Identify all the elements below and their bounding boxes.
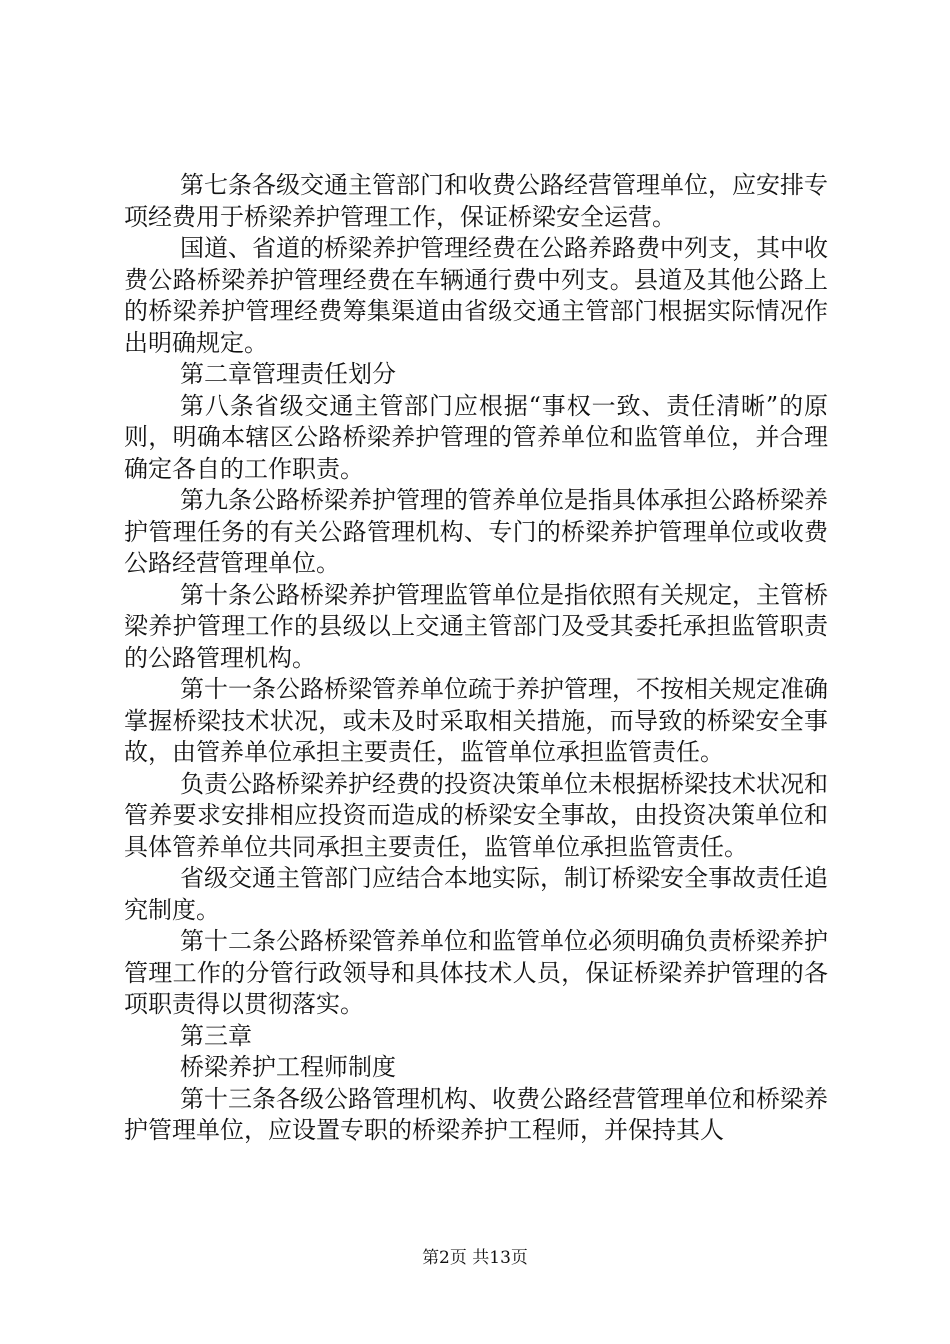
paragraph: 省级交通主管部门应结合本地实际，制订桥梁安全事故责任追究制度。 — [124, 864, 828, 924]
page-indicator: 第2页 共13页 — [422, 1248, 528, 1268]
paragraph: 第十条公路桥梁养护管理监管单位是指依照有关规定，主管桥梁养护管理工作的县级以上交通主管部门及受其委托承担监管职责的公路管理机构。 — [124, 580, 828, 672]
paragraph: 第十三条各级公路管理机构、收费公路经营管理单位和桥梁养护管理单位，应设置专职的桥梁养护工程师，并保持其人 — [124, 1084, 828, 1144]
paragraph: 第十一条公路桥梁管养单位疏于养护管理，不按相关规定准确掌握桥梁技术状况，或未及时采取相关措施，而导致的桥梁安全事故，由管养单位承担主要责任，监管单位承担监管责任。 — [124, 675, 828, 766]
paragraph: 第七条各级交通主管部门和收费公路经营管理单位，应安排专项经费用于桥梁养护管理工作，保证桥梁安全运营。 — [124, 171, 828, 231]
paragraph: 第十二条公路桥梁管养单位和监管单位必须明确负责桥梁养护管理工作的分管行政领导和具体技术人员，保证桥梁养护管理的各项职责得以贯彻落实。 — [124, 927, 828, 1018]
paragraph: 第九条公路桥梁养护管理的管养单位是指具体承担公路桥梁养护管理任务的有关公路管理机构、专门的桥梁养护管理单位或收费公路经营管理单位。 — [124, 486, 828, 577]
chapter-heading: 第三章 — [180, 1021, 252, 1050]
page-footer — [0, 1243, 950, 1268]
paragraph: 国道、省道的桥梁养护管理经费在公路养路费中列支，其中收费公路桥梁养护管理经费在车辆通行费中列支。县道及其他公路上的桥梁养护管理经费筹集渠道由省级交通主管部门根据实际情况作出明确规定。 — [124, 234, 828, 357]
paragraph: 负责公路桥梁养护经费的投资决策单位未根据桥梁技术状况和管养要求安排相应投资而造成的桥梁安全事故，由投资决策单位和具体管养单位共同承担主要责任，监管单位承担监管责任。 — [124, 769, 828, 861]
chapter-heading: 第二章管理责任划分 — [180, 360, 396, 388]
chapter-title: 桥梁养护工程师制度 — [180, 1053, 396, 1081]
document-body — [124, 170, 828, 1147]
paragraph: 第八条省级交通主管部门应根据“事权一致、责任清晰”的原则，明确本辖区公路桥梁养护管理的管养单位和监管单位，并合理确定各自的工作职责。 — [124, 391, 828, 483]
